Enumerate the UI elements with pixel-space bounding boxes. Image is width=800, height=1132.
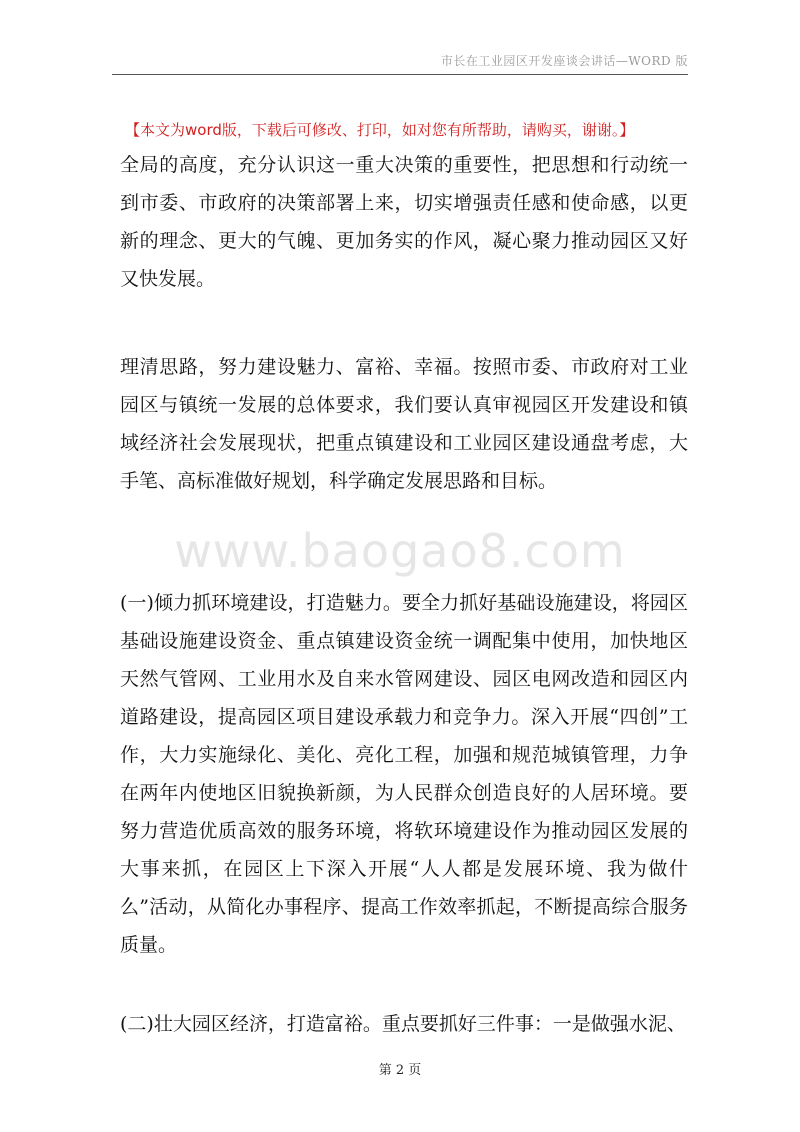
paragraph-3: (一)倾力抓环境建设，打造魅力。要全力抓好基础设施建设，将园区基础设施建设资金、重点镇建设资金统一调配集中使用，加快地区天然气管网、工业用水及自来水管网建设、园区电网改造和园区内道路建设，提高园区项目建设承载力和竞争力。深入开展“四创”工作，大力实施绿化、美化、亮化工程，加强和规范城镇管理，力争在两年内使地区旧貌换新颜，为人民群众创造良好的人居环境。要努力营造优质高效的服务环境，将软环境建设作为推动园区发展的大事来抓，在园区上下深入开展“人人都是发展环境、我为做什么”活动，从简化办事程序、提高工作效率抓起，不断提高综合服务质量。 (120, 592, 688, 956)
paragraph-1: 全局的高度，充分认识这一重大决策的重要性，把思想和行动统一到市委、市政府的决策部署上来，切实增强责任感和使命感，以更新的理念、更大的气魄、更加务实的作风，凝心聚力推动园区又好又快发展。 (120, 154, 688, 290)
page-number: 第 2 页 (378, 1063, 422, 1078)
download-notice: 【本文为word版，下载后可修改、打印，如对您有所帮助，请购买，谢谢。】 (125, 121, 635, 139)
header-divider (112, 74, 688, 75)
watermark: www.baogao8.com (174, 524, 626, 578)
paragraph-2: 理清思路，努力建设魅力、富裕、幸福。按照市委、市政府对工业园区与镇统一发展的总体要求，我们要认真审视园区开发建设和镇域经济社会发展现状，把重点镇建设和工业园区建设通盘考虑，大手笔、高标准做好规划，科学确定发展思路和目标。 (120, 356, 688, 492)
paragraph-4: (二)壮大园区经济，打造富裕。重点要抓好三件事：一是做强水泥、 (120, 1013, 686, 1035)
header-title: 市长在工业园区开发座谈会讲话—WORD 版 (440, 54, 688, 68)
